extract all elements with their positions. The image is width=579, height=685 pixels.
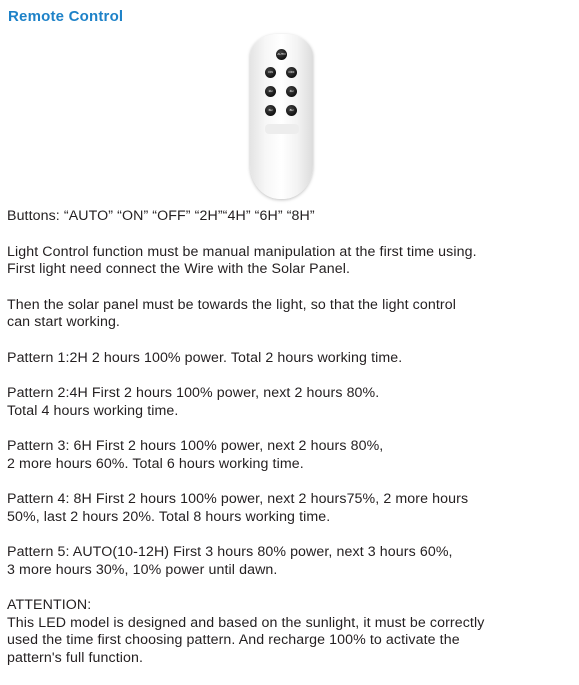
light-control-paragraph: Light Control function must be manual manipulation at the first time using. First light need connect the Wire with the Solar Panel. [7,243,477,277]
6h-button: 6H [265,105,276,116]
buttons-list: Buttons: “AUTO” “ON” “OFF” “2H”“4H” “6H” “8H” [7,208,315,224]
solar-panel-paragraph: Then the solar panel must be towards the light, so that the light control can start working. [7,296,456,330]
remote-control-image [250,34,313,199]
pattern-1: Pattern 1:2H 2 hours 100% power. Total 2 hours working time. [7,349,403,366]
pattern-4: Pattern 4: 8H First 2 hours 100% power, next 2 hours75%, 2 more hours 50%, last 2 hours 20%. Total 8 hours working time. [7,491,469,525]
pattern-2: Pattern 2:4H First 2 hours 100% power, next 2 hours 80%. Total 4 hours working time. [7,385,380,419]
8h-button: 8H [286,105,297,116]
pattern-5: Pattern 5: AUTO(10-12H) First 3 hours 80% power, next 3 hours 60%, 3 more hours 30%, 10% power until dawn. [7,544,453,578]
auto-button: AUTO [276,49,287,60]
2h-button: 2H [265,86,276,97]
pattern-3: Pattern 3: 6H First 2 hours 100% power, next 2 hours 80%, 2 more hours 60%. Total 6 hours working time. [7,438,384,472]
attention-paragraph: ATTENTION: This LED model is designed and based on the sunlight, it must be correctly used the time first choosing pattern. And recharge 100% to activate the pattern's full function. [7,597,485,666]
section-title: Remote Control [8,8,124,25]
on-button: ON [265,67,276,78]
off-button: OFF [286,67,297,78]
remote-label-pad [265,124,299,134]
4h-button: 4H [286,86,297,97]
instructions [7,208,577,685]
